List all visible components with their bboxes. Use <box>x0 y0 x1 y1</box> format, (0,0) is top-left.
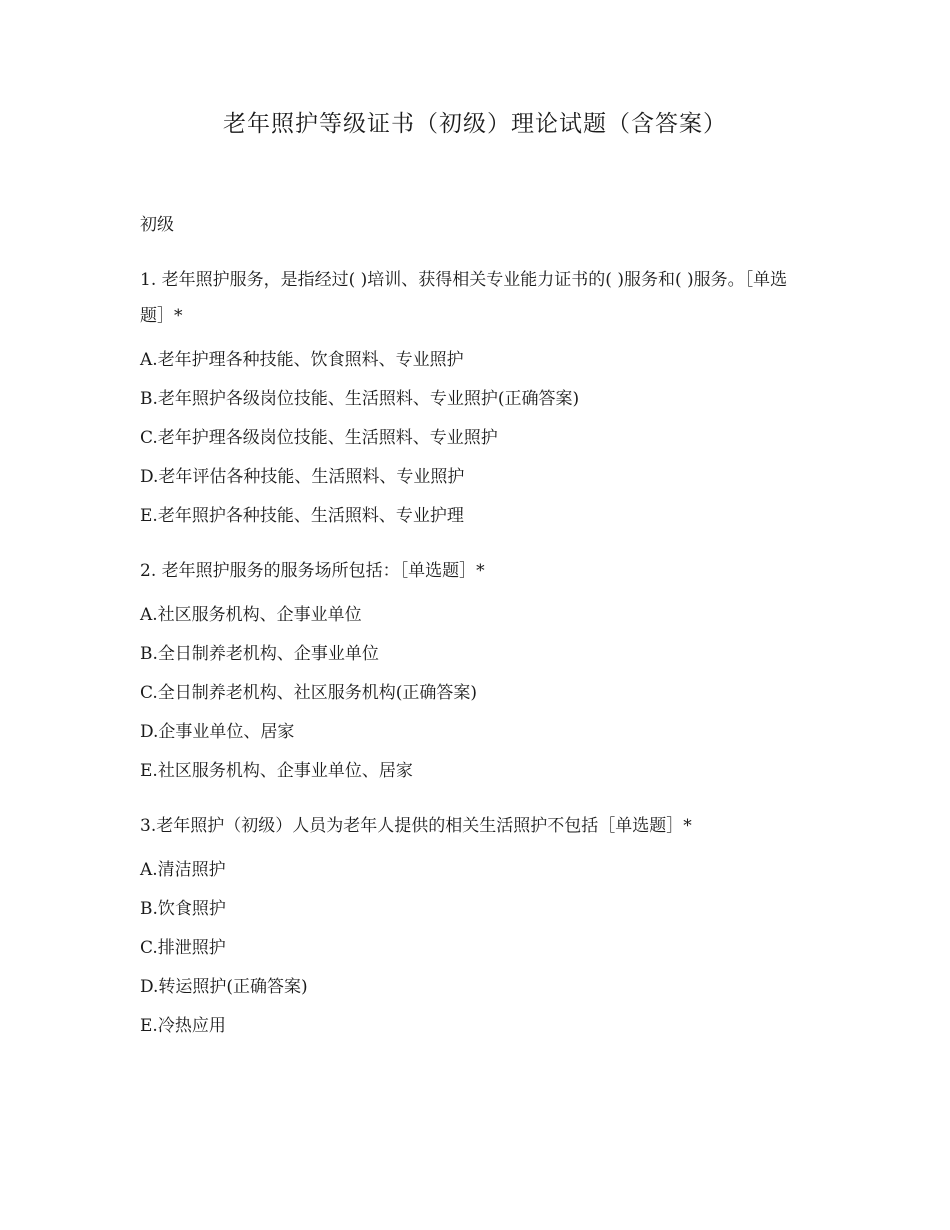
question-1 <box>140 262 810 529</box>
document-title: 老年照护等级证书（初级）理论试题（含答案） <box>223 111 727 137</box>
option-a: A.社区服务机构、企事业单位 <box>140 605 362 625</box>
option-b: B.老年照护各级岗位技能、生活照料、专业照护(正确答案) <box>140 389 580 409</box>
option-b: B.全日制养老机构、企事业单位 <box>140 644 379 664</box>
option-d: D.企事业单位、居家 <box>140 722 295 742</box>
option-e: E.老年照护各种技能、生活照料、专业护理 <box>140 506 464 526</box>
option-e: E.社区服务机构、企事业单位、居家 <box>140 761 413 781</box>
option-d: D.老年评估各种技能、生活照料、专业照护 <box>140 467 465 487</box>
option-c: C.老年护理各级岗位技能、生活照料、专业照护 <box>140 428 498 448</box>
question-text: 3.老年照护（初级）人员为老年人提供的相关生活照护不包括［单选题］* <box>140 816 692 836</box>
option-b: B.饮食照护 <box>140 899 226 919</box>
option-e: E.冷热应用 <box>140 1016 226 1036</box>
question-text: 2. 老年照护服务的服务场所包括：［单选题］* <box>140 561 485 581</box>
option-a: A.清洁照护 <box>140 860 226 880</box>
option-a: A.老年护理各种技能、饮食照料、专业照护 <box>140 350 464 370</box>
option-d: D.转运照护(正确答案) <box>140 977 308 997</box>
level-label: 初级 <box>140 215 174 235</box>
question-2 <box>140 553 810 784</box>
question-3 <box>140 808 810 1039</box>
option-c: C.排泄照护 <box>140 938 226 958</box>
question-text: 1. 老年照护服务，是指经过( )培训、获得相关专业能力证书的( )服务和( )服务。［单选题］* <box>140 270 788 326</box>
option-c: C.全日制养老机构、社区服务机构(正确答案) <box>140 683 478 703</box>
